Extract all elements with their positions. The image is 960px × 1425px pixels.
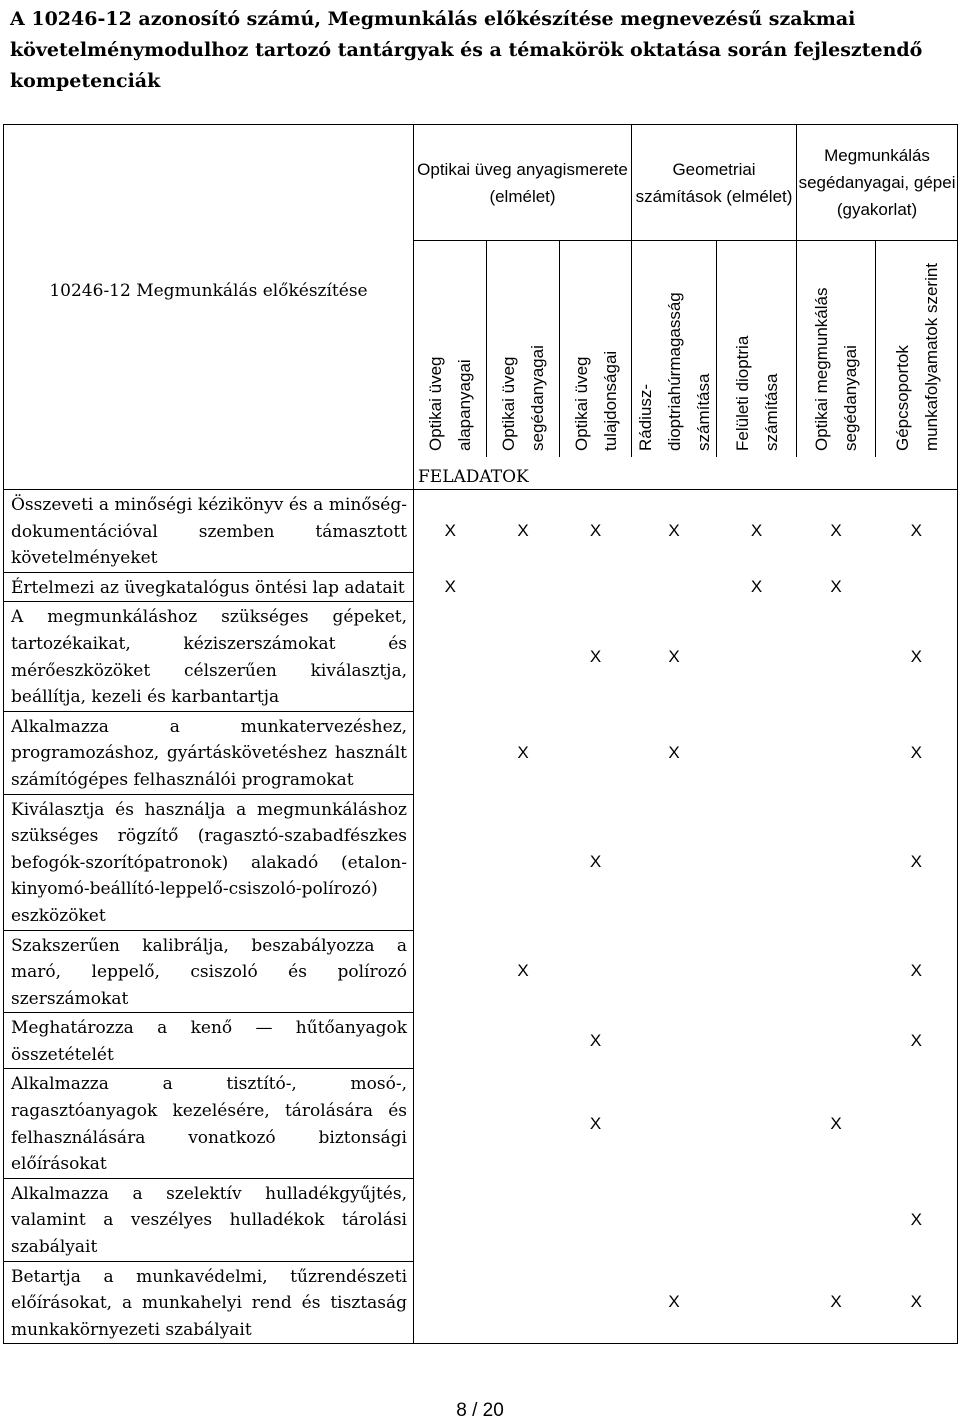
mark-cell: X [876,490,958,573]
mark-cell [487,1178,560,1261]
column-header-line: segédanyagai [528,345,547,451]
task-text: Alkalmazza a szelektív hulladékgyűjtés, valamint a veszélyes hulladékok tárolási szabályait [4,1178,414,1261]
column-header-line: dioptriahúrmagasság [664,292,684,451]
mark-cell: X [589,852,602,872]
mark-cell [797,1013,876,1069]
column-header [560,241,632,458]
mark-cell [632,1069,717,1178]
mark-cell [717,1261,797,1344]
mark-cell: X [517,521,529,541]
mark-cell [560,711,632,794]
mark-cell [487,1013,560,1069]
task-text: Meghatározza a kenő — hűtőanyagok összetételét [4,1013,414,1069]
section-label-feladatok: FELADATOK [414,457,958,490]
mark-cell: X [589,1113,602,1133]
mark-cell [797,794,876,930]
mark-cell [717,711,797,794]
mark-cell: X [876,711,958,794]
page-number: 8 / 20 [456,1400,504,1421]
mark-cell [560,572,632,602]
mark-cell: X [830,1113,842,1133]
task-text: Alkalmazza a tisztító-, mosó-, ragasztóanyagok kezelésére, tárolására és felhasználására vonatkozó biztonsági előírásokat [4,1069,414,1178]
mark-cell: X [876,930,958,1013]
column-header-line: Gépcsoportok [892,345,912,451]
mark-cell [560,1261,632,1344]
page-heading: A 10246-12 azonosító számú, Megmunkálás előkészítése megnevezésű szakmai követelménymodulhoz tartozó tantárgyak és a témakörök oktatása során fejlesztendő kompetenciák [10,8,923,92]
column-header-line: alapanyagai [455,359,474,451]
task-text: Alkalmazza a munkatervezéshez, programozáshoz, gyártáskövetéshez használt számítógépes felhasználói programokat [4,711,414,794]
column-header [876,241,958,458]
mark-cell [560,1178,632,1261]
mark-cell: X [876,794,958,930]
mark-cell [797,930,876,1013]
column-header-line: Optikai üveg [426,356,445,451]
task-row [4,1261,958,1344]
column-header-line: Optikai megmunkálás [812,287,832,451]
column-header-line: Rádiusz- [635,383,655,451]
mark-cell: X [589,646,602,666]
column-header-line: Optikai üveg [499,356,518,451]
mark-cell [876,572,958,602]
mark-cell: X [830,577,842,597]
mark-cell [876,1069,958,1178]
mark-cell [632,1178,717,1261]
feladatok-row [4,457,958,490]
mark-cell [632,930,717,1013]
task-row [4,930,958,1013]
mark-cell: X [517,742,529,762]
mark-cell [487,1261,560,1344]
mark-cell [717,794,797,930]
mark-cell: X [876,1013,958,1069]
task-row [4,602,958,711]
mark-cell: X [668,742,680,762]
mark-cell [414,794,487,930]
mark-cell [560,930,632,1013]
task-text: Betartja a munkavédelmi, tűzrendészeti előírásokat, a munkahelyi rend és tisztaság munkakörnyezeti szabályait [4,1261,414,1344]
task-text: Szakszerűen kalibrálja, beszabályozza a maró, leppelő, csiszoló és polírozó szerszámokat [4,930,414,1013]
task-text: A megmunkáláshoz szükséges gépeket, tartozékaikat, kéziszerszámokat és mérőeszközöket célszerűen kiválasztja, beállítja, kezeli és karbantartja [4,602,414,711]
mark-cell [632,572,717,602]
mark-cell [632,1013,717,1069]
task-row [4,711,958,794]
mark-cell [414,1261,487,1344]
column-header-line: számítása [761,373,781,451]
column-header [487,241,560,458]
group-header-geometria: Geometriai számítások (elmélet) [632,125,797,241]
column-header [797,241,876,458]
competency-matrix [3,124,958,1344]
mark-cell [717,1069,797,1178]
task-text: Értelmezi az üvegkatalógus öntési lap adatait [4,572,414,602]
column-header [414,241,487,458]
mark-cell [487,572,560,602]
mark-cell: X [876,1261,958,1344]
column-header-line: tulajdonságai [600,350,620,451]
mark-cell [632,794,717,930]
group-header-megmunkalas: Megmunkálás segédanyagai, gépei (gyakorlat) [797,125,958,241]
task-text: Összeveti a minőségi kézikönyv és a minőség- dokumentációval szemben támasztott követelményeket [4,490,414,573]
column-header [717,241,797,458]
mark-cell: X [750,521,763,541]
mark-cell: X [750,577,763,597]
column-header-line: Felületi dioptria [732,335,752,451]
mark-cell [414,602,487,711]
column-header-line: munkafolyamatok szerint [921,262,941,451]
mark-cell [414,1178,487,1261]
mark-cell [797,602,876,711]
task-row [4,1013,958,1069]
task-row [4,490,958,573]
mark-cell: X [830,521,842,541]
mark-cell [797,1178,876,1261]
task-row [4,1178,958,1261]
mark-cell: X [668,646,680,666]
mark-cell: X [517,961,529,981]
mark-cell: X [444,577,456,597]
mark-cell: X [632,1261,717,1344]
mark-cell: X [589,521,602,541]
task-row [4,794,958,930]
mark-cell: X [876,1178,958,1261]
task-row [4,572,958,602]
mark-cell: X [444,521,456,541]
task-row [4,1069,958,1178]
column-header-line: segédanyagai [841,345,861,451]
group-header-row [4,125,958,241]
mark-cell [717,602,797,711]
column-header [632,241,717,458]
mark-cell [717,1178,797,1261]
mark-cell [414,1013,487,1069]
mark-cell: X [668,521,680,541]
mark-cell [414,1069,487,1178]
mark-cell [797,711,876,794]
mark-cell: X [589,1030,602,1050]
mark-cell [717,1013,797,1069]
mark-cell [717,930,797,1013]
mark-cell: X [797,1261,876,1344]
mark-cell [487,794,560,930]
mark-cell [414,930,487,1013]
module-title: 10246-12 Megmunkálás előkészítése [4,125,414,458]
module-title-spacer [4,457,414,490]
task-text: Kiválasztja és használja a megmunkáláshoz szükséges rögzítő (ragasztó-szabadfészkes befogók-szorítópatronok) alakadó (etalon-kinyomó-beállító-leppelő-csiszoló-polírozó) eszközöket [4,794,414,930]
mark-cell [414,711,487,794]
column-header-line: számítása [693,373,713,451]
group-header-anyagismeret: Optikai üveg anyagismerete (elmélet) [414,125,632,241]
mark-cell [487,1069,560,1178]
mark-cell: X [876,602,958,711]
mark-cell [487,602,560,711]
column-header-line: Optikai üveg [571,356,591,451]
